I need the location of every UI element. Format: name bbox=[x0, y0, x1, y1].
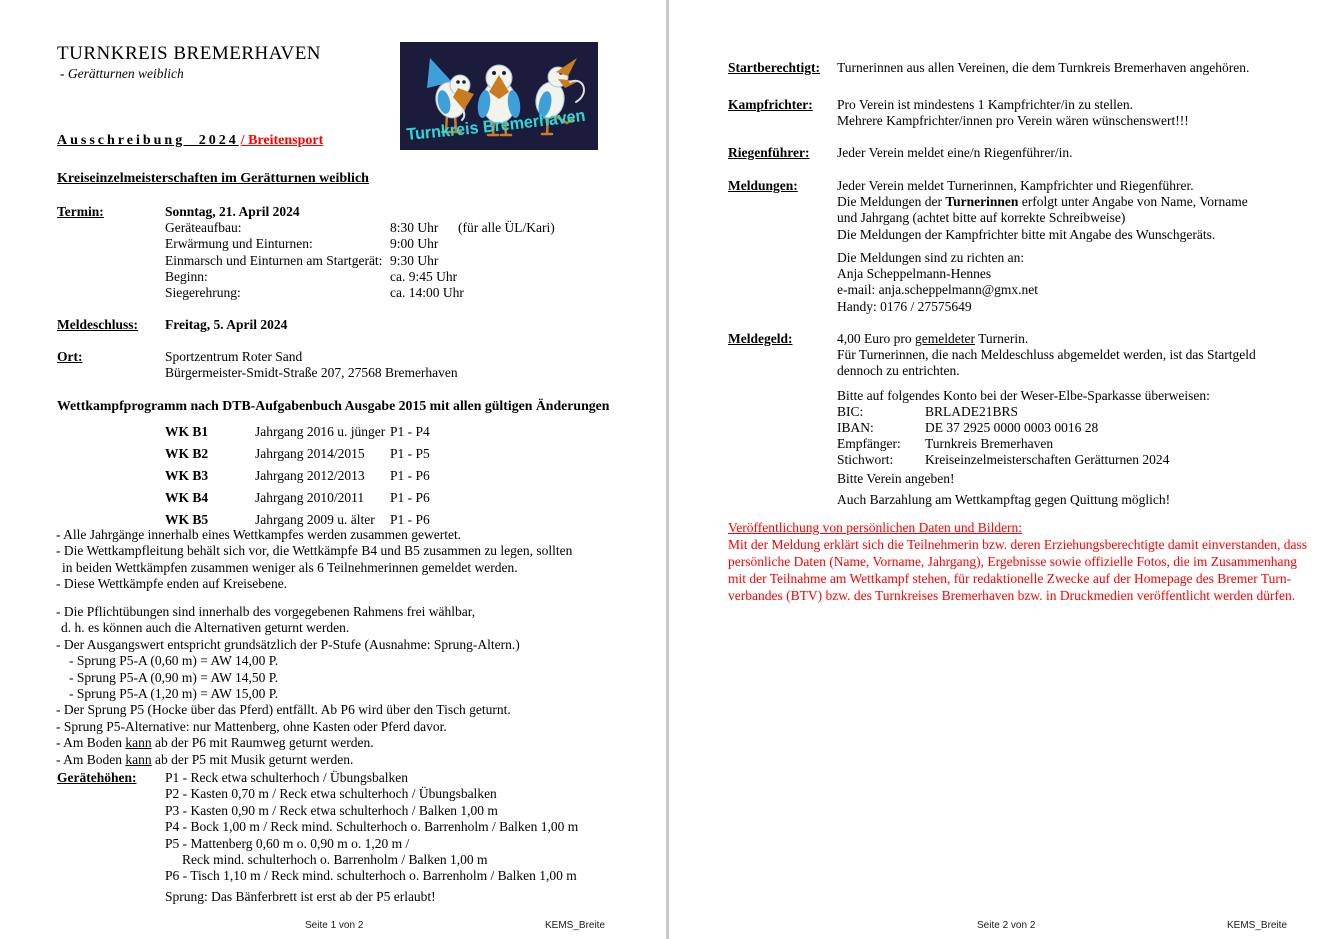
page-number: Seite 1 von 2 bbox=[305, 920, 364, 931]
geraet-line: P3 - Kasten 0,90 m / Reck etwa schulterhoch / Balken 1,00 m bbox=[165, 802, 498, 818]
wk-jahrgang: Jahrgang 2009 u. älter bbox=[255, 512, 375, 527]
meldungen-line bbox=[837, 194, 1248, 210]
bank-value: BRLADE21BRS bbox=[925, 404, 1019, 420]
datenschutz-block bbox=[728, 519, 1308, 604]
announcement-category: / Breitensport bbox=[240, 133, 324, 148]
wettkampf-row bbox=[57, 468, 657, 490]
meldegeld-fee-line bbox=[837, 331, 1256, 347]
kampfrichter-line: Pro Verein ist mindestens 1 Kampfrichter/in zu stellen. bbox=[837, 97, 1133, 112]
meldungen-line: und Jahrgang (achtet bitte auf korrekte Schreibweise) bbox=[837, 210, 1126, 226]
kampfrichter-label: Kampfrichter: bbox=[728, 97, 813, 112]
sprung-note: Sprung: Das Bänferbrett ist erst ab der P5 erlaubt! bbox=[165, 889, 436, 904]
page-1 bbox=[0, 0, 666, 939]
datenschutz-line: persönliche Daten (Name, Vorname, Jahrgang), Ergebnisse sowie offizielle Fotos, die im Zusammenhang bbox=[728, 554, 1297, 569]
hinweis-line: - Diese Wettkämpfe enden auf Kreisebene. bbox=[56, 576, 288, 592]
ort-address: Bürgermeister-Smidt-Straße 207, 27568 Bremerhaven bbox=[165, 365, 458, 381]
hinweis-underlined: kann bbox=[125, 751, 152, 767]
schedule-row bbox=[57, 253, 657, 269]
hinweis-line: - Sprung P5-A (0,90 m) = AW 14,50 P. bbox=[69, 669, 279, 685]
wk-jahrgang: Jahrgang 2016 u. jünger bbox=[255, 424, 386, 439]
schedule-time: ca. 9:45 Uhr bbox=[390, 268, 458, 284]
verein-note: Bitte Verein angeben! bbox=[837, 470, 955, 486]
termin-date-row bbox=[57, 204, 657, 220]
hinweis-line: - Der Ausgangswert entspricht grundsätzlich der P-Stufe (Ausnahme: Sprung-Altern.) bbox=[56, 636, 520, 652]
programm-heading: Wettkampfprogramm nach DTB-Aufgabenbuch Ausgabe 2015 mit allen gültigen Änderungen bbox=[57, 398, 610, 413]
kampfrichter-line: Mehrere Kampfrichter/innen pro Verein wären wünschenswert!!! bbox=[837, 113, 1189, 129]
hinweis-line: - Alle Jahrgänge innerhalb eines Wettkampfes werden zusammen gewertet. bbox=[56, 527, 462, 542]
wettkampf-row bbox=[57, 490, 657, 512]
wk-stufen: P1 - P4 bbox=[390, 424, 430, 439]
document-code: KEMS_Breite bbox=[1227, 920, 1288, 931]
kampfrichter-text bbox=[837, 97, 1189, 129]
bank-label: IBAN: bbox=[837, 420, 874, 436]
fee-text-part: Turnerin. bbox=[974, 331, 1029, 346]
wk-stufen: P1 - P6 bbox=[390, 490, 430, 505]
page-title: TURNKREIS BREMERHAVEN bbox=[57, 43, 322, 64]
startberechtigt-text: Turnerinnen aus allen Vereinen, die dem Turnkreis Bremerhaven angehören. bbox=[837, 60, 1250, 75]
schedule-row bbox=[57, 220, 657, 236]
schedule-activity: Geräteaufbau: bbox=[165, 220, 242, 236]
schedule-time: 8:30 Uhr bbox=[390, 220, 439, 236]
wk-jahrgang: Jahrgang 2014/2015 bbox=[255, 446, 365, 461]
bank-row bbox=[837, 404, 1210, 420]
wk-name: WK B5 bbox=[165, 512, 209, 527]
hinweis-underlined: kann bbox=[125, 735, 152, 751]
meldungen-line: Die Meldungen der Kampfrichter bitte mit Angabe des Wunschgeräts. bbox=[837, 226, 1216, 242]
geraet-line: P2 - Kasten 0,70 m / Reck etwa schulterhoch / Übungsbalken bbox=[165, 786, 497, 802]
termin-date: Sonntag, 21. April 2024 bbox=[165, 204, 300, 219]
termin-label: Termin: bbox=[57, 204, 104, 219]
bank-label: Empfänger: bbox=[837, 436, 901, 452]
wk-name: WK B1 bbox=[165, 424, 209, 439]
termin-section bbox=[57, 204, 657, 301]
schedule-row bbox=[57, 236, 657, 252]
meldeschluss-section bbox=[57, 317, 657, 333]
ort-label: Ort: bbox=[57, 349, 83, 364]
konto-intro: Bitte auf folgendes Konto bei der Weser-Elbe-Sparkasse überweisen: bbox=[837, 388, 1210, 403]
hinweis-line: - Sprung P5-A (1,20 m) = AW 15,00 P. bbox=[69, 686, 279, 702]
meldungen-label: Meldungen: bbox=[728, 178, 798, 193]
geraet-line: P5 - Mattenberg 0,60 m o. 0,90 m o. 1,20 m / bbox=[165, 835, 410, 851]
geraet-line: P6 - Tisch 1,10 m / Reck mind. schulterhoch o. Barrenholm / Balken 1,00 m bbox=[165, 868, 577, 884]
club-logo-image bbox=[400, 42, 598, 150]
wk-name: WK B3 bbox=[165, 468, 209, 483]
schedule-time: 9:30 Uhr bbox=[390, 252, 439, 268]
barzahlung-note: Auch Barzahlung am Wettkampftag gegen Quittung möglich! bbox=[837, 492, 1171, 507]
schedule-time: ca. 14:00 Uhr bbox=[390, 284, 464, 300]
hinweise-block-b bbox=[56, 604, 520, 768]
schedule-activity: Beginn: bbox=[165, 268, 208, 284]
hinweis-line: - Die Wettkampfleitung behält sich vor, die Wettkämpfe B4 und B5 zusammen zu legen, sollten bbox=[56, 543, 573, 559]
meldeschluss-date: Freitag, 5. April 2024 bbox=[165, 317, 288, 332]
schedule-note: (für alle ÜL/Kari) bbox=[458, 220, 555, 236]
wettkampf-row bbox=[57, 424, 657, 446]
hinweis-line: - Die Pflichtübungen sind innerhalb des vorgegebenen Rahmens frei wählbar, bbox=[56, 604, 476, 619]
wk-jahrgang: Jahrgang 2012/2013 bbox=[255, 468, 365, 483]
wettkampf-table bbox=[57, 424, 657, 534]
bank-value: Kreiseinzelmeisterschaften Gerätturnen 2024 bbox=[925, 452, 1170, 468]
hinweis-text: - Am Boden bbox=[56, 751, 126, 767]
datenschutz-heading: Veröffentlichung von persönlichen Daten und Bildern: bbox=[728, 520, 1023, 535]
bank-row bbox=[837, 420, 1210, 436]
schedule-time: 9:00 Uhr bbox=[390, 236, 439, 252]
bank-row bbox=[837, 436, 1210, 452]
wk-stufen: P1 - P6 bbox=[390, 468, 430, 483]
hinweis-line bbox=[56, 735, 520, 751]
bank-label: BIC: bbox=[837, 404, 864, 420]
konto-block bbox=[837, 388, 1210, 487]
geraet-line: Reck mind. schulterhoch o. Barrenholm / Balken 1,00 m bbox=[182, 852, 488, 868]
meldungen-text bbox=[837, 178, 1248, 243]
wk-jahrgang: Jahrgang 2010/2011 bbox=[255, 490, 365, 505]
hinweis-line: d. h. es können auch die Alternativen geturnt werden. bbox=[61, 620, 350, 636]
datenschutz-line: mit der Teilnahme am Wettkampf stehen, für redaktionelle Zwecke auf der Homepage des Bremer Turn- bbox=[728, 571, 1292, 586]
page-divider bbox=[666, 0, 669, 939]
announcement-title: Ausschreibung 2024 bbox=[57, 133, 239, 148]
schedule-activity: Erwärmung und Einturnen: bbox=[165, 236, 313, 252]
announcement-line bbox=[57, 132, 323, 149]
club-logo bbox=[400, 42, 598, 150]
logo-caption: Turnkreis Bremerhaven bbox=[405, 105, 587, 144]
datenschutz-line: Mit der Meldung erklärt sich die Teilnehmerin bzw. deren Erziehungsberechtigte damit einverstanden, dass bbox=[728, 537, 1307, 552]
wk-name: WK B2 bbox=[165, 446, 209, 461]
hinweis-line: - Sprung P5-A (0,60 m) = AW 14,00 P. bbox=[69, 653, 279, 669]
bank-row bbox=[837, 452, 1210, 468]
meldungen-kontakt bbox=[837, 250, 1038, 315]
wk-stufen: P1 - P6 bbox=[390, 512, 430, 527]
datenschutz-line: verbandes (BTV) bzw. des Turnkreises Bremerhaven bzw. in Druckmedien veröffentlicht werden dürfen. bbox=[728, 588, 1296, 603]
kontakt-email: e-mail: anja.scheppelmann@gmx.net bbox=[837, 282, 1038, 298]
geraet-line: P1 - Reck etwa schulterhoch / Übungsbalken bbox=[165, 770, 408, 785]
meldungen-bold-part: Turnerinnen bbox=[945, 194, 1019, 210]
schedule-activity: Einmarsch und Einturnen am Startgerät: bbox=[165, 252, 383, 268]
wk-name: WK B4 bbox=[165, 490, 209, 505]
hinweis-text: ab der P5 mit Musik geturnt werden. bbox=[151, 751, 354, 767]
wettkampf-row bbox=[57, 446, 657, 468]
bank-value: DE 37 2925 0000 0003 0016 28 bbox=[925, 420, 1099, 436]
kontakt-line: Die Meldungen sind zu richten an: bbox=[837, 250, 1025, 265]
event-title: Kreiseinzelmeisterschaften im Gerätturnen weiblich bbox=[57, 171, 369, 186]
meldungen-text-part: Die Meldungen der bbox=[837, 194, 946, 210]
meldegeld-label: Meldegeld: bbox=[728, 331, 793, 346]
schedule-activity: Siegerehrung: bbox=[165, 284, 241, 300]
page-2 bbox=[670, 0, 1336, 939]
kontakt-name: Anja Scheppelmann-Hennes bbox=[837, 266, 992, 282]
page-subtitle: - Gerätturnen weiblich bbox=[60, 66, 184, 81]
meldegeld-line: Für Turnerinnen, die nach Meldeschluss abgemeldet werden, ist das Startgeld bbox=[837, 347, 1256, 363]
hinweise-block-a bbox=[56, 527, 572, 593]
startberechtigt-label: Startberechtigt: bbox=[728, 60, 820, 75]
meldeschluss-label: Meldeschluss: bbox=[57, 317, 138, 332]
geraetehoehen-lines bbox=[165, 770, 578, 885]
geraet-line: P4 - Bock 1,00 m / Reck mind. Schulterhoch o. Barrenholm / Balken 1,00 m bbox=[165, 819, 579, 835]
bank-value: Turnkreis Bremerhaven bbox=[925, 436, 1054, 452]
bank-label: Stichwort: bbox=[837, 452, 894, 468]
kontakt-phone: Handy: 0176 / 27575649 bbox=[837, 298, 972, 314]
hinweis-text: - Am Boden bbox=[56, 735, 126, 751]
hinweis-line: - Der Sprung P5 (Hocke über das Pferd) entfällt. Ab P6 wird über den Tisch geturnt. bbox=[56, 702, 511, 718]
ort-section bbox=[57, 349, 657, 381]
fee-text-part: 4,00 Euro pro bbox=[837, 331, 915, 346]
hinweis-line: in beiden Wettkämpfen zusammen weniger als 6 Teilnehmerinnen gemeldet werden. bbox=[62, 559, 518, 575]
page-number: Seite 2 von 2 bbox=[977, 920, 1036, 931]
fee-underlined: gemeldeter bbox=[915, 331, 975, 346]
hinweis-line bbox=[56, 752, 520, 768]
riegenfuehrer-text: Jeder Verein meldet eine/n Riegenführer/in. bbox=[837, 145, 1073, 160]
meldegeld-line: dennoch zu entrichten. bbox=[837, 363, 960, 379]
meldungen-line: Jeder Verein meldet Turnerinnen, Kampfrichter und Riegenführer. bbox=[837, 178, 1194, 193]
geraetehoehen-label: Gerätehöhen: bbox=[57, 770, 137, 785]
meldegeld-text bbox=[837, 331, 1256, 380]
document-header bbox=[57, 43, 321, 82]
hinweis-text: ab der P6 mit Raumweg geturnt werden. bbox=[151, 735, 374, 751]
wk-stufen: P1 - P5 bbox=[390, 446, 430, 461]
schedule-row bbox=[57, 285, 657, 301]
riegenfuehrer-label: Riegenführer: bbox=[728, 145, 810, 160]
document-code: KEMS_Breite bbox=[545, 920, 606, 931]
ort-venue: Sportzentrum Roter Sand bbox=[165, 349, 303, 364]
schedule-row bbox=[57, 269, 657, 285]
meldungen-text-part: erfolgt unter Angabe von Name, Vorname bbox=[1018, 194, 1248, 210]
hinweis-line: - Sprung P5-Alternative: nur Mattenberg, ohne Kasten oder Pferd davor. bbox=[56, 718, 447, 734]
